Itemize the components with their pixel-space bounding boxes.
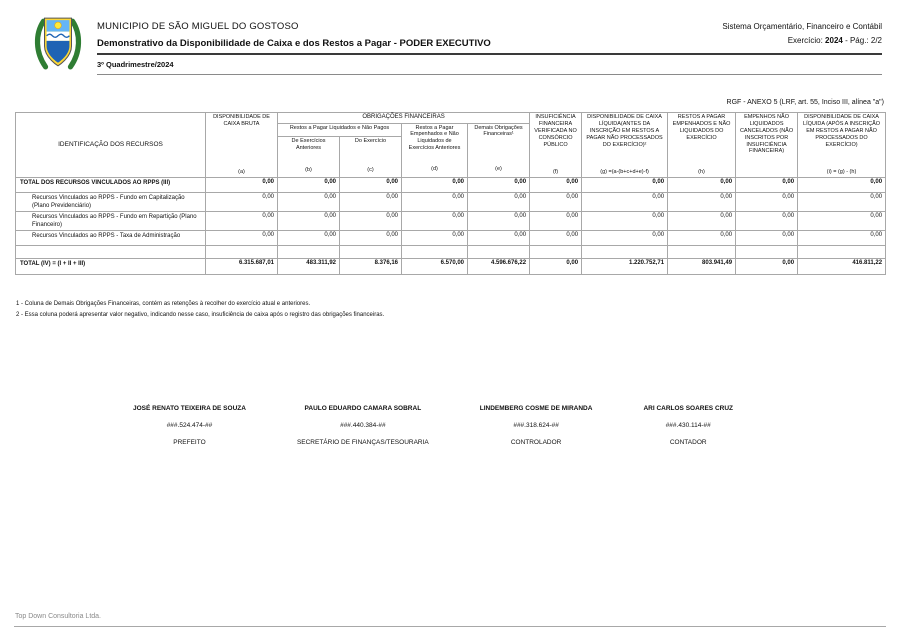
signature-cpf: ###.524.474-## <box>166 422 213 429</box>
table-row-fundo-capitalizacao <box>16 193 886 212</box>
row-label: TOTAL DOS RECURSOS VINCULADOS AO RPPS (III) <box>16 178 206 193</box>
cell-value: 0,00 <box>668 212 736 231</box>
signature-cpf: ###.318.624-## <box>513 422 559 429</box>
cell-value: 0,00 <box>582 178 668 193</box>
cell-value: 0,00 <box>340 231 402 246</box>
col-header-restos-empenhados-exercicio: RESTOS A PAGAR EMPENHADOS E NÃO LIQUIDADOS DO EXERCÍCIO (h) <box>668 113 736 178</box>
cell-value: 0,00 <box>206 193 278 212</box>
table-row-taxa-administracao <box>16 231 886 246</box>
report-period: 3º Quadrimestre/2024 <box>97 60 174 69</box>
table-body <box>16 178 886 275</box>
cell-value: 0,00 <box>278 193 340 212</box>
cell-value: 0,00 <box>340 212 402 231</box>
cell-value: 0,00 <box>206 212 278 231</box>
col-header-restos-empenhados-anteriores: Restos a Pagar Empenhados e Não Liquidados de Exercícios Anteriores (d) <box>402 123 468 178</box>
signature-role: PREFEITO <box>173 439 206 446</box>
col-header-do-exercicio: Do Exercício (c) <box>340 137 402 178</box>
report-title: Demonstrativo da Disponibilidade de Caixa e dos Restos a Pagar - PODER EXECUTIVO <box>97 38 491 49</box>
report-table-wrapper <box>15 112 885 275</box>
signature-prefeito <box>133 405 246 446</box>
footnote-1: 1 - Coluna de Demais Obrigações Financeiras, contém as retenções à recolher do exercício atual e anteriores. <box>16 301 311 307</box>
signature-role: CONTROLADOR <box>510 439 562 446</box>
cell-value: 1.220.752,71 <box>582 259 668 275</box>
table-header <box>16 113 886 178</box>
signature-name: JOSÉ RENATO TEIXEIRA DE SOUZA <box>133 405 246 412</box>
cell-value: 0,00 <box>582 231 668 246</box>
cell-value: 0,00 <box>798 212 886 231</box>
header-divider-thin <box>97 74 882 75</box>
col-header-identificacao: IDENTIFICAÇÃO DOS RECURSOS <box>16 113 206 178</box>
cell-value: 4.596.676,22 <box>468 259 530 275</box>
cell-value: 0,00 <box>530 193 582 212</box>
system-info <box>722 22 882 45</box>
col-header-insuficiencia: INSUFICIÊNCIA FINANCEIRA VERIFICADA NO CONSÓRCIO PÚBLICO (f) <box>530 113 582 178</box>
table-row-grand-total <box>16 259 886 275</box>
cell-value: 0,00 <box>402 178 468 193</box>
cell-value: 0,00 <box>402 193 468 212</box>
signature-name: LINDEMBERG COSME DE MIRANDA <box>479 405 593 412</box>
col-group-restos-liquidados: Restos a Pagar Liquidados e Não Pagos <box>278 123 402 137</box>
cell-value: 0,00 <box>798 178 886 193</box>
cell-value: 0,00 <box>668 231 736 246</box>
signature-block <box>133 405 733 446</box>
col-header-de-exercicios-anteriores: De Exercícios Anteriores (b) <box>278 137 340 178</box>
signature-cpf: ###.430.114-## <box>665 422 711 429</box>
cell-value: 483.311,92 <box>278 259 340 275</box>
cell-value: 6.570,00 <box>402 259 468 275</box>
signature-secretario <box>297 405 429 446</box>
footnote-2: 2 - Essa coluna poderá apresentar valor negativo, indicando nesse caso, insuficiência de caixa após o registro das obrigações financeiras. <box>16 312 385 319</box>
cell-value: 0,00 <box>736 178 798 193</box>
cell-value: 0,00 <box>582 193 668 212</box>
cell-value: 0,00 <box>530 178 582 193</box>
cell-value: 0,00 <box>530 212 582 231</box>
vendor-credit: Top Down Consultoria Ltda. <box>15 613 101 620</box>
cell-value: 0,00 <box>340 178 402 193</box>
signature-controlador <box>480 405 593 446</box>
annex-label: RGF - ANEXO 5 (LRF, art. 55, Inciso III, alínea "a") <box>726 99 884 106</box>
cell-value: 0,00 <box>798 193 886 212</box>
table-row-fundo-reparticao <box>16 212 886 231</box>
cell-value: 0,00 <box>736 259 798 275</box>
row-label: TOTAL (IV) = (I + II + III) <box>16 259 206 275</box>
cell-value: 0,00 <box>278 178 340 193</box>
row-label: Recursos Vinculados ao RPPS - Fundo em Repartição (Plano Financeiro) <box>16 212 206 231</box>
signature-contador <box>643 405 733 446</box>
cell-value: 0,00 <box>468 178 530 193</box>
cell-value: 0,00 <box>468 193 530 212</box>
signature-name: PAULO EDUARDO CAMARA SOBRAL <box>304 405 422 412</box>
cell-value: 0,00 <box>278 231 340 246</box>
col-header-disponibilidade-liquida-antes: DISPONIBILIDADE DE CAIXA LÍQUIDA(ANTES DA INSCRIÇÃO EM RESTOS A PAGAR NÃO PROCESSADOS DO EXERCÍCIO)² (g) =(a-(b+c+d+e)-f) <box>582 113 668 178</box>
cell-value: 0,00 <box>736 193 798 212</box>
municipality-crest-icon <box>34 15 82 71</box>
signature-name: ARI CARLOS SOARES CRUZ <box>643 405 733 412</box>
table-row-total-rpps <box>16 178 886 193</box>
cell-value: 0,00 <box>340 193 402 212</box>
cell-value: 416.811,22 <box>798 259 886 275</box>
cell-value: 0,00 <box>798 231 886 246</box>
col-header-disponibilidade-bruta: DISPONIBILIDADE DE CAIXA BRUTA (a) <box>206 113 278 178</box>
cell-value: 6.315.687,01 <box>206 259 278 275</box>
signature-role: CONTADOR <box>669 439 707 446</box>
header-divider-strong <box>97 53 882 55</box>
cell-value: 803.941,49 <box>668 259 736 275</box>
col-header-empenhos-cancelados: EMPENHOS NÃO LIQUIDADOS CANCELADOS (NÃO INSCRITOS POR INSUFICIÊNCIA FINANCEIRA) <box>736 113 798 178</box>
cell-value: 0,00 <box>736 212 798 231</box>
cell-value: 0,00 <box>668 193 736 212</box>
cell-value: 0,00 <box>206 231 278 246</box>
row-label: Recursos Vinculados ao RPPS - Taxa de Administração <box>16 231 206 246</box>
signature-role: SECRETÁRIO DE FINANÇAS/TESOURARIA <box>296 439 429 446</box>
cell-value: 0,00 <box>468 212 530 231</box>
col-group-obrigacoes-financeiras: OBRIGAÇÕES FINANCEIRAS <box>278 113 530 124</box>
report-table <box>15 112 886 275</box>
footer-divider <box>14 626 886 627</box>
cell-value: 0,00 <box>736 231 798 246</box>
cell-value: 0,00 <box>206 178 278 193</box>
cell-value: 0,00 <box>468 231 530 246</box>
system-name: Sistema Orçamentário, Financeiro e Contábil <box>722 22 882 31</box>
exercise-label: Exercício: <box>787 36 823 45</box>
cell-value: 8.376,16 <box>340 259 402 275</box>
page-indicator: - Pág.: 2/2 <box>845 36 882 45</box>
cell-value: 0,00 <box>668 178 736 193</box>
exercise-value: 2024 <box>825 36 843 45</box>
footnotes <box>16 299 384 322</box>
cell-value: 0,00 <box>402 212 468 231</box>
row-label: Recursos Vinculados ao RPPS - Fundo em Capitalização (Plano Previdenciário) <box>16 193 206 212</box>
cell-value: 0,00 <box>278 212 340 231</box>
cell-value: 0,00 <box>582 212 668 231</box>
col-header-demais-obrigacoes: Demais Obrigações Financeiras¹ (e) <box>468 123 530 178</box>
signature-cpf: ###.440.384-## <box>340 422 386 429</box>
municipality-name: MUNICIPIO DE SÃO MIGUEL DO GOSTOSO <box>97 21 299 32</box>
cell-value: 0,00 <box>530 231 582 246</box>
table-row-spacer <box>16 246 886 259</box>
cell-value: 0,00 <box>530 259 582 275</box>
col-header-disponibilidade-liquida-apos: DISPONIBILIDADE DE CAIXA LÍQUIDA (APÓS A INSCRIÇÃO EM RESTOS A PAGAR NÃO PROCESSADOS DO EXERCÍCIO) (i) = (g) - (h) <box>798 113 886 178</box>
cell-value: 0,00 <box>402 231 468 246</box>
exercise-page-line <box>722 36 882 45</box>
